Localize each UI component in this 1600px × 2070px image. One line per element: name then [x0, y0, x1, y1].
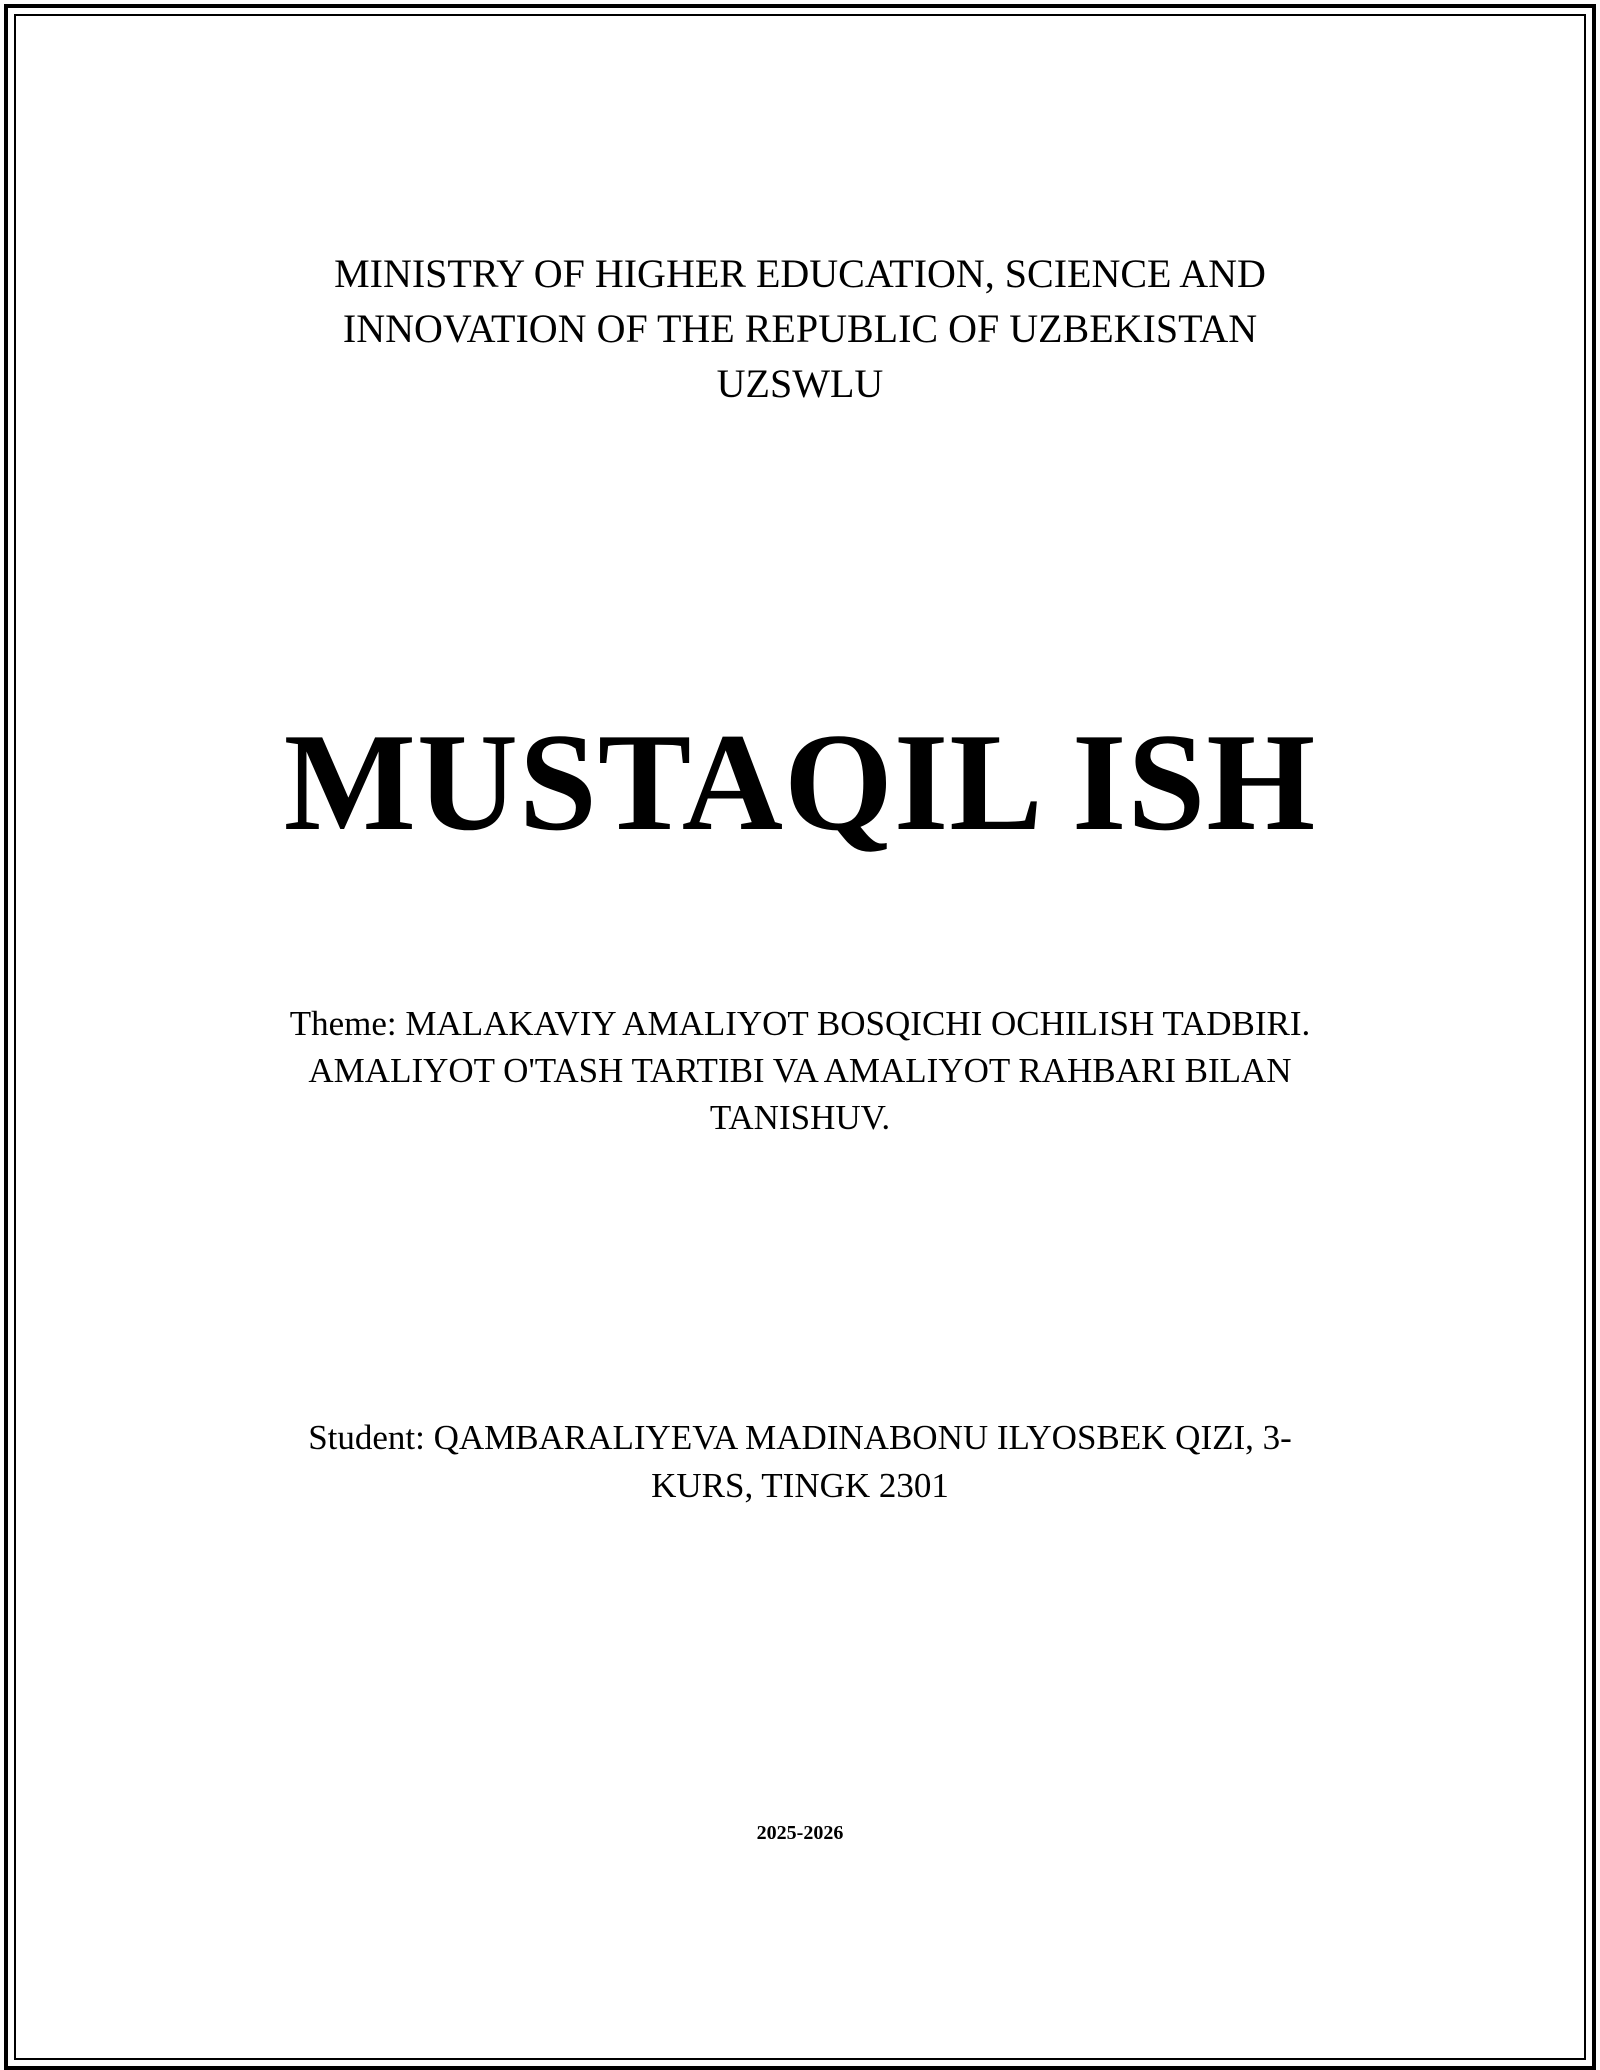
student-line-1: Student: QAMBARALIYEVA MADINABONU ILYOSBEK QIZI, 3- — [308, 1418, 1292, 1457]
academic-year: 2025-2026 — [756, 1822, 844, 1844]
student-line-2: KURS, TINGK 2301 — [651, 1466, 949, 1505]
institution-header — [0, 246, 1600, 411]
theme-line-1: Theme: MALAKAVIY AMALIYOT BOSQICHI OCHILISH TADBIRI. — [289, 1004, 1311, 1043]
header-line-1: MINISTRY OF HIGHER EDUCATION, SCIENCE AND — [334, 251, 1266, 296]
theme-line-2: AMALIYOT O'TASH TARTIBI VA AMALIYOT RAHBARI BILAN — [308, 1051, 1292, 1090]
header-line-3: UZSWLU — [716, 361, 884, 406]
header-line-2: INNOVATION OF THE REPUBLIC OF UZBEKISTAN — [342, 306, 1258, 351]
theme-text — [100, 1000, 1500, 1141]
document-title: MUSTAQIL ISH — [283, 705, 1317, 860]
theme-line-3: TANISHUV. — [709, 1098, 891, 1137]
student-info — [100, 1414, 1500, 1510]
